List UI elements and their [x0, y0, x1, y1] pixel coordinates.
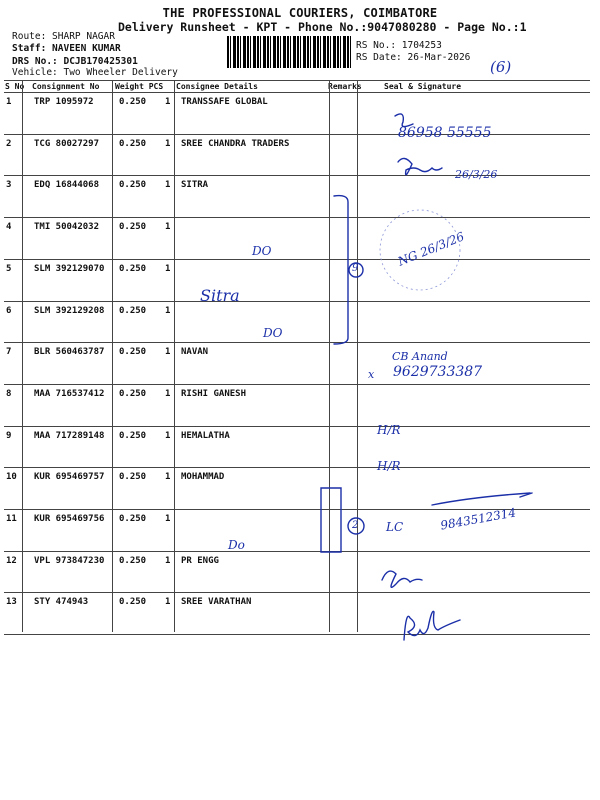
col-weight-pcs: Weight PCS — [115, 82, 164, 91]
hand-do-1: DO — [252, 244, 272, 258]
row-pcs: 1 — [165, 472, 171, 483]
row-consignee: PR ENGG — [181, 555, 219, 566]
row-consignment: MAA 717289148 — [34, 430, 105, 441]
row-consignment: TCG 80027297 — [34, 138, 100, 149]
row-divider — [4, 134, 590, 135]
row-weight: 0.250 — [119, 597, 147, 608]
row-pcs: 1 — [165, 138, 171, 149]
row-pcs: 1 — [165, 555, 171, 566]
row-consignee: TRANSSAFE GLOBAL — [181, 97, 268, 107]
row-weight: 0.250 — [119, 472, 147, 483]
hand-circle-9: 9 — [352, 263, 359, 274]
row-consignment: BLR 560463787 — [34, 347, 105, 358]
table-top-line — [4, 80, 590, 81]
row-pcs: 1 — [165, 347, 171, 358]
route: Route: SHARP NAGAR — [12, 31, 115, 42]
row-consignment: KUR 695469757 — [34, 472, 105, 483]
row-sno: 4 — [6, 222, 12, 233]
row-divider — [4, 175, 590, 176]
hand-phone-3: 9843512314 — [439, 505, 517, 533]
row-consignment: TRP 1095972 — [34, 97, 94, 107]
hand-hr-1: H/R — [377, 423, 401, 437]
runsheet-subtitle: Delivery Runsheet - KPT - Phone No.:9047080280 - Page No.:1 — [118, 20, 527, 34]
row-divider — [4, 342, 590, 343]
row-consignment: STY 474943 — [34, 597, 89, 608]
hand-circle-2: 2 — [352, 520, 359, 531]
col-sno: S No — [5, 82, 25, 91]
row-pcs: 1 — [165, 388, 171, 399]
row-divider — [4, 551, 590, 552]
row-weight: 0.250 — [119, 222, 147, 233]
barcode — [227, 36, 351, 68]
col-divider — [112, 80, 113, 632]
row-weight: 0.250 — [119, 514, 147, 524]
row-weight: 0.250 — [119, 97, 147, 107]
row-sno: 5 — [6, 263, 12, 274]
row-weight: 0.250 — [119, 180, 147, 191]
col-remarks: Remarks — [328, 82, 362, 91]
row-consignment: TMI 50042032 — [34, 222, 100, 233]
row-pcs: 1 — [165, 97, 171, 107]
row-sno: 3 — [6, 180, 12, 191]
signature-row13 — [404, 611, 460, 640]
signature-row12 — [382, 571, 422, 587]
row-sno: 10 — [6, 472, 17, 483]
row-sno: 12 — [6, 555, 17, 566]
row-weight: 0.250 — [119, 138, 147, 149]
col-divider — [22, 80, 23, 632]
row-divider — [4, 259, 590, 260]
row-weight: 0.250 — [119, 430, 147, 441]
hand-do-2: DO — [263, 326, 283, 340]
row-consignment: SLM 392129070 — [34, 263, 105, 274]
col-divider — [174, 80, 175, 632]
drs-number: DRS No.: DCJB170425301 — [12, 56, 138, 67]
row-consignee: RISHI GANESH — [181, 388, 247, 399]
row-sno: 6 — [6, 305, 12, 316]
row-consignment: VPL 973847230 — [34, 555, 105, 566]
staff: Staff: NAVEEN KUMAR — [12, 43, 121, 54]
hand-phone-1: 86958 55555 — [398, 125, 492, 141]
row-consignee: SREE CHANDRA TRADERS — [181, 138, 290, 149]
row-pcs: 1 — [165, 180, 171, 191]
line-mark-row11 — [432, 493, 532, 505]
hand-sitra: Sitra — [200, 286, 240, 305]
row-divider — [4, 467, 590, 468]
row-sno: 13 — [6, 597, 17, 608]
row-sno: 9 — [6, 430, 12, 441]
row-pcs: 1 — [165, 222, 171, 233]
row-consignment: MAA 716537412 — [34, 388, 105, 399]
row-pcs: 1 — [165, 430, 171, 441]
row-consignee: MOHAMMAD — [181, 472, 225, 483]
row-divider — [4, 301, 590, 302]
vehicle: Vehicle: Two Wheeler Delivery — [12, 67, 178, 78]
row-consignee: HEMALATHA — [181, 430, 230, 441]
row-divider — [4, 592, 590, 593]
row-weight: 0.250 — [119, 263, 147, 274]
row-pcs: 1 — [165, 514, 171, 524]
hand-phone-2: 9629733387 — [393, 364, 483, 380]
hand-stamp-note: NG 26/3/26 — [395, 229, 467, 269]
row-consignment: KUR 695469756 — [34, 514, 105, 524]
col-consignee: Consignee Details — [176, 82, 258, 91]
row-consignee: NAVAN — [181, 347, 209, 358]
row-sno: 2 — [6, 138, 12, 149]
row-consignee: SITRA — [181, 180, 209, 191]
hand-lc: LC — [386, 520, 404, 534]
row-pcs: 1 — [165, 305, 171, 316]
row-divider — [4, 634, 590, 635]
row-weight: 0.250 — [119, 305, 147, 316]
row-consignment: EDQ 16844068 — [34, 180, 100, 191]
row-sno: 8 — [6, 388, 12, 399]
rs-number: RS No.: 1704253 — [356, 40, 442, 51]
col-divider — [329, 80, 330, 632]
row-consignee: SREE VARATHAN — [181, 597, 252, 608]
bracket-mark-2 — [321, 488, 341, 552]
row-weight: 0.250 — [119, 555, 147, 566]
row-divider — [4, 426, 590, 427]
header-bottom-line — [4, 92, 590, 93]
row-pcs: 1 — [165, 263, 171, 274]
row-divider — [4, 217, 590, 218]
rs-date: RS Date: 26-Mar-2026 — [356, 52, 471, 63]
col-consignment: Consignment No — [32, 82, 100, 91]
page-mark: (6) — [490, 58, 512, 76]
row-sno: 7 — [6, 347, 12, 358]
company-title: THE PROFESSIONAL COURIERS, COIMBATORE — [162, 6, 438, 20]
hand-date-sign: 26/3/26 — [455, 168, 498, 181]
row-consignment: SLM 392129208 — [34, 305, 105, 316]
row-sno: 11 — [6, 514, 17, 524]
col-seal-signature: Seal & Signature — [384, 82, 462, 91]
row-divider — [4, 384, 590, 385]
hand-cb-name: CB Anand — [392, 350, 448, 363]
row-sno: 1 — [6, 97, 12, 107]
row-weight: 0.250 — [119, 388, 147, 399]
col-divider — [357, 80, 358, 632]
row-pcs: 1 — [165, 597, 171, 608]
hand-do-3: Do — [228, 538, 245, 552]
hand-hr-2: H/R — [377, 459, 401, 473]
hand-x-mark: x — [368, 368, 375, 381]
signature-row3 — [398, 158, 442, 174]
row-weight: 0.250 — [119, 347, 147, 358]
